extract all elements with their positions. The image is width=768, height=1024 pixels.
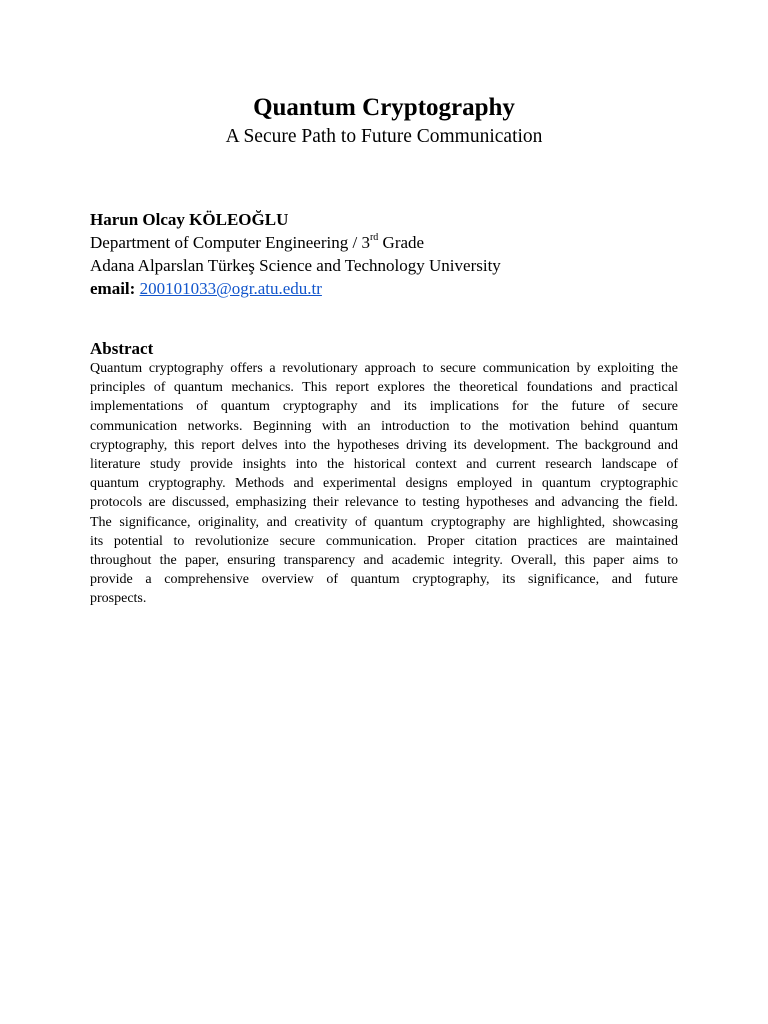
abstract-body: [90, 359, 678, 608]
email-label: email:: [90, 279, 136, 298]
document-subtitle: A Secure Path to Future Communication: [225, 126, 543, 147]
department-grade: Grade: [378, 233, 425, 252]
abstract-line: implementations of quantum cryptography and its implications for the future of secure: [90, 399, 678, 415]
author-email-line: [90, 277, 678, 300]
document-page: [90, 0, 678, 1024]
department-text: Department of Computer Engineering / 3: [90, 233, 370, 252]
abstract-line: literature study provide insights into the historical context and current research landscape of: [90, 456, 678, 472]
author-block: [90, 208, 678, 300]
abstract-line: communication networks. Beginning with an introduction to the motivation behind quantum: [90, 418, 678, 434]
abstract-heading: Abstract: [90, 339, 154, 358]
author-name: Harun Olcay KÖLEOĞLU: [90, 210, 289, 229]
abstract-line: protocols are discussed, emphasizing their relevance to testing hypotheses and advancing the field.: [90, 495, 678, 511]
grade-ordinal-suffix: rd: [369, 232, 379, 244]
abstract-line: prospects.: [90, 591, 147, 607]
abstract-line: principles of quantum mechanics. This report explores the theoretical foundations and practical: [90, 380, 678, 396]
author-university: Adana Alparslan Türkeş Science and Technology University: [90, 256, 501, 275]
document-title: Quantum Cryptography: [253, 94, 515, 121]
author-department: [90, 231, 678, 254]
abstract-line: cryptography, this report delves into the hypotheses driving its development. The background and: [90, 437, 678, 453]
abstract-line: its potential to revolutionize secure communication. Proper citation practices are maintained: [90, 533, 678, 549]
abstract-line: throughout the paper, ensuring transparency and academic integrity. Overall, this paper aims to: [90, 552, 678, 568]
email-link[interactable]: 200101033@ogr.atu.edu.tr: [139, 279, 322, 298]
abstract-line: quantum cryptography. Methods and experimental designs employed in quantum cryptographic: [90, 476, 678, 492]
abstract-line: provide a comprehensive overview of quantum cryptography, its significance, and future: [90, 572, 678, 588]
abstract-line: Quantum cryptography offers a revolutionary approach to secure communication by exploiting the: [90, 361, 678, 376]
abstract-line: The significance, originality, and creativity of quantum cryptography are highlighted, showcasing: [90, 514, 678, 530]
